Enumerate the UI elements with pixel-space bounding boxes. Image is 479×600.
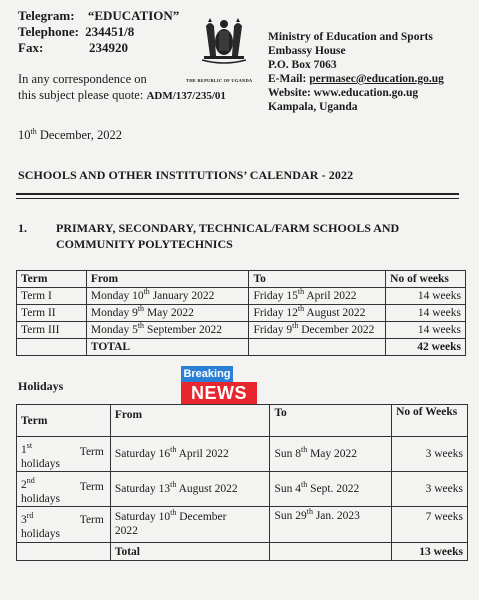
from-rest: April 2022 (176, 448, 229, 460)
badge-breaking: Breaking (181, 366, 233, 382)
from-suffix: th (137, 304, 145, 314)
email-line (268, 72, 444, 86)
term-cell: Term III (17, 322, 87, 339)
term-cell: Term I (17, 288, 87, 305)
date-rest: December, 2022 (36, 128, 122, 142)
telegram-label: Telegram: (18, 8, 75, 23)
to-rest: Sept. 2022 (307, 483, 360, 495)
section-heading-line-2: COMMUNITY POLYTECHNICS (56, 237, 233, 251)
to-suffix: th (300, 480, 308, 490)
city-line: Kampala, Uganda (268, 101, 358, 113)
total-label: Total (110, 543, 270, 561)
header-from: From (86, 271, 249, 288)
terms-table (16, 270, 466, 356)
total-empty-cell (270, 543, 392, 561)
from-year: 2022 (114, 525, 138, 537)
to-text: Sun 29 (274, 510, 307, 522)
building-name: Embassy House (268, 45, 346, 57)
from-cell (110, 507, 270, 543)
date-suffix: th (30, 126, 37, 136)
to-suffix: th (306, 507, 313, 517)
to-suffix: th (300, 445, 308, 455)
title-rule-thin (16, 198, 459, 199)
weeks-cell: 3 weeks (392, 437, 468, 472)
po-box: P.O. Box 7063 (268, 59, 337, 71)
term-cell: Term II (17, 305, 87, 322)
ordinal-suffix: nd (26, 476, 35, 486)
to-rest: Jan. 2023 (312, 510, 360, 522)
from-cell (110, 437, 270, 472)
from-cell (86, 305, 249, 322)
to-cell (249, 305, 386, 322)
email-label: E-Mail: (268, 73, 307, 85)
to-text: Friday 9 (253, 324, 293, 336)
total-empty-cell (17, 339, 87, 356)
holidays-word: holidays (21, 458, 60, 470)
holidays-word: holidays (21, 493, 60, 505)
ordinal: 2 (21, 479, 27, 491)
section-heading-line-1: PRIMARY, SECONDARY, TECHNICAL/FARM SCHOOLS AND (56, 221, 400, 235)
correspondence-text: this subject please quote: (18, 88, 144, 102)
section-number: 1. (18, 221, 27, 235)
from-cell (86, 322, 249, 339)
total-weeks: 42 weeks (386, 339, 466, 356)
weeks-cell: 14 weeks (386, 322, 466, 339)
telegram-value: “EDUCATION” (87, 8, 180, 23)
telegram-line (18, 8, 179, 24)
from-rest: August 2022 (176, 483, 238, 495)
from-text: Monday 5 (90, 324, 138, 336)
holidays-label: Holidays (18, 379, 64, 393)
total-empty-cell (17, 543, 111, 561)
ministry-name: Ministry of Education and Sports (268, 31, 433, 43)
weeks-cell: 7 weeks (392, 507, 468, 543)
email-link[interactable]: permasec@education.go.ug (309, 73, 444, 85)
document-title: SCHOOLS AND OTHER INSTITUTIONS’ CALENDAR - 2022 (18, 168, 354, 182)
term-cell (17, 437, 111, 472)
to-cell (270, 507, 392, 543)
header-to: To (270, 405, 392, 437)
weeks-cell: 3 weeks (392, 472, 468, 507)
to-cell (270, 437, 392, 472)
from-suffix: th (170, 508, 177, 518)
coat-of-arms-icon (192, 16, 256, 72)
telephone-value: 234451/8 (85, 24, 135, 39)
holidays-header-row (17, 405, 468, 437)
from-rest: December (176, 511, 227, 523)
to-cell (249, 322, 386, 339)
from-suffix: th (170, 480, 177, 490)
ordinal-suffix: st (26, 441, 33, 451)
header-term: Term (17, 405, 111, 437)
correspondence-line-2 (18, 88, 226, 104)
to-rest: December 2022 (298, 324, 375, 336)
term-cell (17, 472, 111, 507)
from-rest: September 2022 (144, 324, 222, 336)
date-day: 10 (18, 128, 31, 142)
crest-caption: THE REPUBLIC OF UGANDA (186, 78, 253, 83)
to-text: Friday 15 (253, 290, 298, 302)
fax-line (18, 40, 128, 56)
from-text: Monday 9 (90, 307, 138, 319)
to-text: Sun 4 (274, 483, 301, 495)
header-weeks: No of Weeks (392, 405, 468, 437)
from-text: Saturday 10 (114, 511, 171, 523)
table-row (17, 305, 466, 322)
to-suffix: th (297, 287, 305, 297)
holidays-table (16, 404, 468, 561)
to-cell (270, 472, 392, 507)
to-text: Friday 12 (253, 307, 298, 319)
term-word: Term (79, 481, 104, 493)
weeks-cell: 14 weeks (386, 288, 466, 305)
ordinal: 1 (21, 444, 27, 456)
holidays-word: holidays (21, 527, 60, 540)
breaking-news-badge (181, 366, 257, 404)
from-text: Monday 10 (90, 290, 144, 302)
to-text: Sun 8 (274, 448, 301, 460)
to-suffix: th (292, 321, 299, 331)
table-row (17, 322, 466, 339)
total-weeks: 13 weeks (392, 543, 468, 561)
from-cell (86, 288, 249, 305)
website-line: Website: www.education.go.ug (268, 87, 419, 99)
header-from: From (110, 405, 270, 437)
telephone-label: Telephone: (18, 24, 79, 39)
table-row (17, 437, 468, 472)
to-rest: April 2022 (304, 290, 357, 302)
to-rest: August 2022 (304, 307, 366, 319)
header-to: To (249, 271, 386, 288)
total-row (17, 339, 466, 356)
term-cell (17, 507, 111, 543)
letter-date (18, 128, 122, 143)
table-row (17, 507, 468, 543)
from-rest: January 2022 (149, 290, 215, 302)
correspondence-line-1: In any correspondence on (18, 72, 147, 86)
from-suffix: th (137, 321, 145, 331)
badge-news: NEWS (181, 382, 257, 404)
table-row (17, 472, 468, 507)
weeks-cell: 14 weeks (386, 305, 466, 322)
total-label: TOTAL (86, 339, 249, 356)
total-empty-cell (249, 339, 386, 356)
term-word: Term (79, 514, 104, 526)
to-suffix: th (297, 304, 305, 314)
ordinal-suffix: rd (26, 510, 34, 520)
from-text: Saturday 13 (114, 483, 171, 495)
header-term: Term (17, 271, 87, 288)
header-weeks: No of weeks (386, 271, 466, 288)
fax-label: Fax: (18, 40, 44, 55)
ordinal: 3 (21, 513, 27, 526)
title-rule (16, 193, 459, 195)
to-cell (249, 288, 386, 305)
term-word: Term (79, 446, 104, 458)
total-row (17, 543, 468, 561)
from-rest: May 2022 (144, 307, 194, 319)
table-row (17, 288, 466, 305)
reference-number: ADM/137/235/01 (146, 90, 226, 102)
from-suffix: th (170, 445, 177, 455)
from-text: Saturday 16 (114, 448, 171, 460)
terms-header-row (17, 271, 466, 288)
fax-value: 234920 (89, 40, 128, 55)
telephone-line (18, 24, 134, 40)
to-rest: May 2022 (307, 448, 358, 460)
from-suffix: th (143, 287, 150, 297)
from-cell (110, 472, 270, 507)
